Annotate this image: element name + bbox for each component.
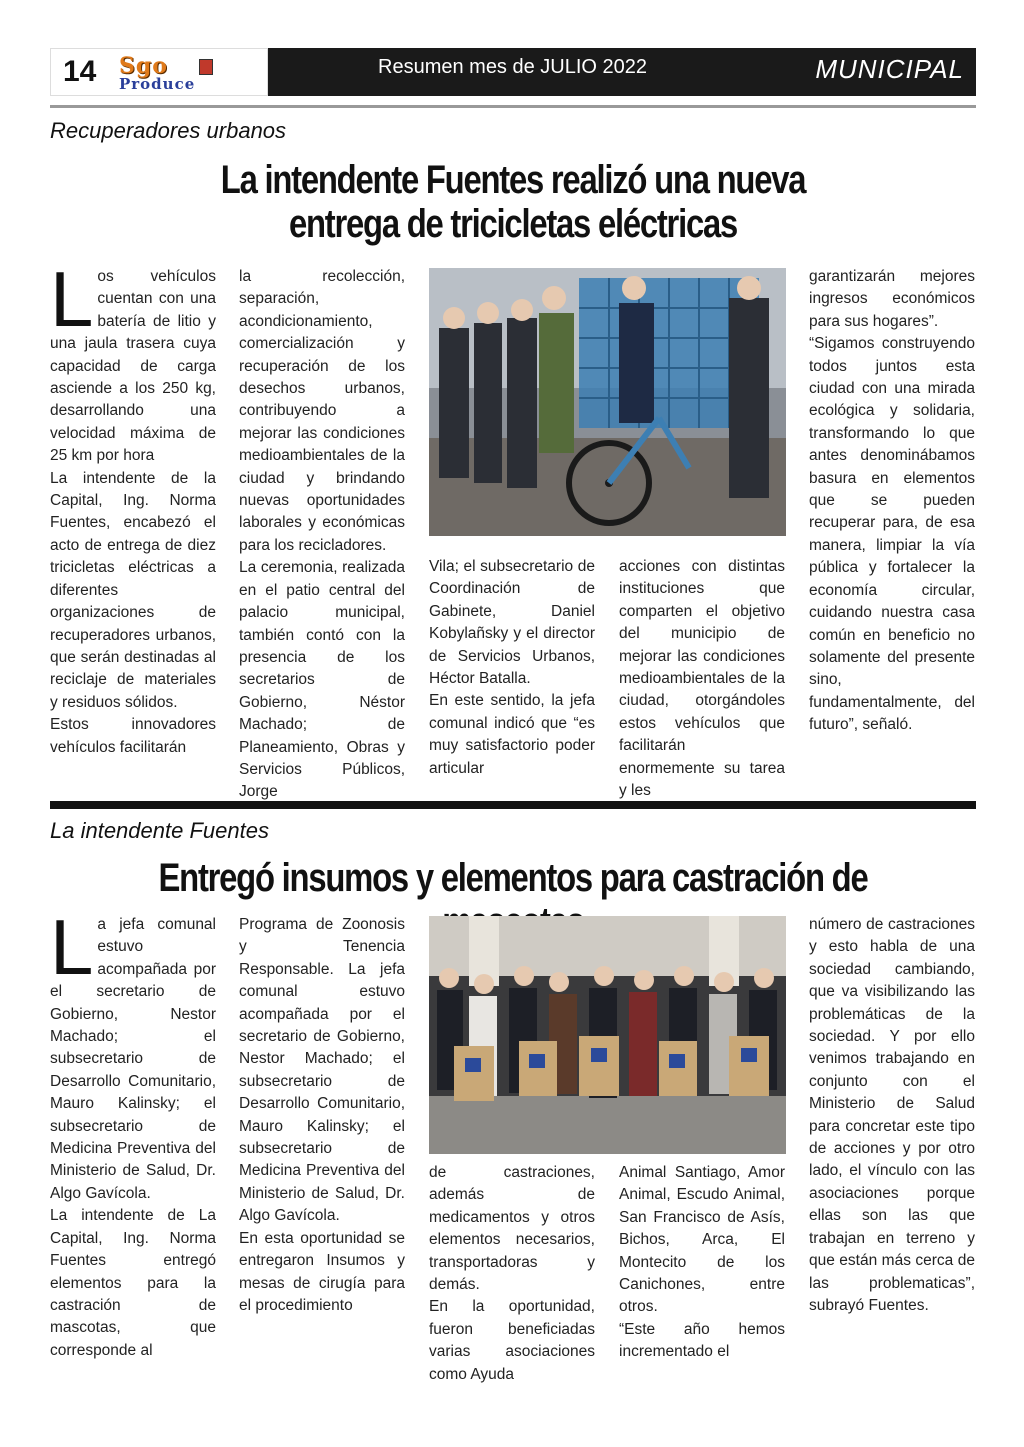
article2-paragraph: a jefa comunal estuvo acompañada por el secretario de Gobierno, Nestor Machado; el subsecretario de Desarrollo Comunitario, Mauro Kalinsky; el subsecretario de Medicina Preventiva del Ministerio de Salud, Dr. Algo Gavícola. xyxy=(50,916,216,1202)
logo-flag-icon xyxy=(199,59,213,75)
tricycle-delivery-photo xyxy=(429,268,786,536)
article1-paragraph: la recolección, separación, acondicionamiento, comercialización y recuperación de los desechos urbanos, contribuyendo a mejorar las condiciones medioambientales de la ciudad y brindando nuevas oportunidades laborales y económicas para los recicladores. xyxy=(239,268,405,554)
article2-paragraph: En la oportunidad, fueron beneficiadas varias asociaciones como Ayuda xyxy=(429,1298,595,1383)
article1-paragraph: garantizarán mejores ingresos económicos para sus hogares”. xyxy=(809,268,975,330)
article2-column-3 xyxy=(429,1162,595,1386)
article1-paragraph: En este sentido, la jefa comunal indicó que “es muy satisfactorio poder articular xyxy=(429,692,595,777)
article1-paragraph: La ceremonia, realizada en el patio central del palacio municipal, también contó con la presencia de los secretarios de Gobierno, Néstor Machado; de Planeamiento, Obras y Servicios Públicos, Jorge xyxy=(239,559,405,801)
article2-column-5 xyxy=(809,914,975,1317)
article2-paragraph: número de castraciones y esto habla de una sociedad cambiando, que va visibilizando las problemáticas de la sociedad. Y por ello venimos trabajando en conjunto con el Ministerio de Salud para concretar este tipo de acciones y por otro lado, el vínculo con las asociaciones porque ellas son las que trabajan en terreno y que están más cerca de las problematicas”, subrayó Fuentes. xyxy=(809,916,975,1314)
article1-dropcap: L xyxy=(50,255,94,343)
article2-paragraph: En esta oportunidad se entregaron Insumos y mesas de cirugía para el procedimiento xyxy=(239,1229,405,1314)
article1-paragraph: Vila; el subsecretario de Coordinación de Gabinete, Daniel Kobylañsky y el director de Servicios Urbanos, Héctor Batalla. xyxy=(429,558,595,688)
article1-column-5 xyxy=(809,266,975,737)
sgo-produce-logo xyxy=(113,53,259,93)
article1-headline-line1: La intendente Fuentes realizó una nueva xyxy=(220,158,806,202)
page-number: 14 xyxy=(63,55,97,88)
article2-paragraph: La intendente de La Capital, Ing. Norma Fuentes entregó elementos para la castración de mascotas, que corresponde al xyxy=(50,1207,216,1359)
header-banner xyxy=(268,48,976,96)
article1-headline-line2: entrega de tricicletas eléctricas xyxy=(288,202,738,246)
article1-headline xyxy=(133,158,892,246)
article1-paragraph: “Sigamos construyendo todos juntos esta ciudad con una mirada ecológica y solidaria, transformando lo que antes denominábamos basura en elementos que se pueden recuperar para, de esa manera, limpiar la vía pública y fortalecer la economía circular, cuidando nuestra casa común en beneficio no solamente del presente sino, fundamentalmente, del futuro”, señaló. xyxy=(809,335,975,734)
article2-kicker: La intendente Fuentes xyxy=(50,818,269,843)
article2-dropcap: L xyxy=(50,903,94,991)
article2-paragraph: de castraciones, además de medicamentos y otros elementos necesarios, transportadoras y demás. xyxy=(429,1164,595,1294)
section-title: MUNICIPAL xyxy=(815,54,964,84)
article1-paragraph: La intendente de la Capital, Ing. Norma Fuentes, encabezó el acto de entrega de diez tricicletas eléctricas a diferentes organizaciones de recuperadores urbanos, que serán destinadas al reciclaje de materiales y residuos sólidos. xyxy=(50,469,216,711)
article2-column-1 xyxy=(50,903,216,1362)
article1-column-3 xyxy=(429,556,595,780)
article1-column-4 xyxy=(619,556,785,802)
logo-bottom-text: Produce xyxy=(119,75,196,93)
article-divider xyxy=(50,801,976,809)
article2-headline: Entregó insumos y elementos para castración de xyxy=(158,856,868,900)
castration-supplies-photo xyxy=(429,916,786,1154)
issue-summary: Resumen mes de JULIO 2022 xyxy=(378,56,648,78)
article2-paragraph: Programa de Zoonosis y Tenencia Responsable. La jefa comunal estuvo acompañada por el secretario de Gobierno, Nestor Machado; el subsecretario de Desarrollo Comunitario, Mauro Kalinsky; el subsecretario de Medicina Preventiva del Ministerio de Salud, Dr. Algo Gavícola. xyxy=(239,916,405,1225)
article2-column-2 xyxy=(239,914,405,1317)
article2-paragraph: Animal Santiago, Amor Animal, Escudo Animal, San Francisco de Asís, Bichos, Arca, El Montecito de los Canichones, entre otros. xyxy=(619,1164,785,1316)
header-left-box xyxy=(50,48,268,96)
article2-paragraph: “Este año hemos incrementado el xyxy=(619,1320,785,1361)
article1-column-2 xyxy=(239,266,405,804)
article1-paragraph: Estos innovadores vehículos facilitarán xyxy=(50,716,216,756)
logo-top-text: Sgo xyxy=(119,53,168,79)
article1-paragraph: os vehículos cuentan con una batería de litio y una jaula trasera cuya capacidad de carga asciende a los 250 kg, desarrollando una velocidad máxima de 25 km por hora xyxy=(50,268,216,465)
article2-column-4 xyxy=(619,1162,785,1364)
article1-column-1 xyxy=(50,255,216,759)
page-header xyxy=(50,48,976,96)
header-rule xyxy=(50,105,976,108)
article1-paragraph: acciones con distintas instituciones que comparten el objetivo del municipio de mejorar las condiciones medioambientales de la ciudad, otorgándoles estos vehículos que facilitarán enormemente su tarea y les xyxy=(619,558,785,800)
article1-kicker: Recuperadores urbanos xyxy=(50,118,287,143)
